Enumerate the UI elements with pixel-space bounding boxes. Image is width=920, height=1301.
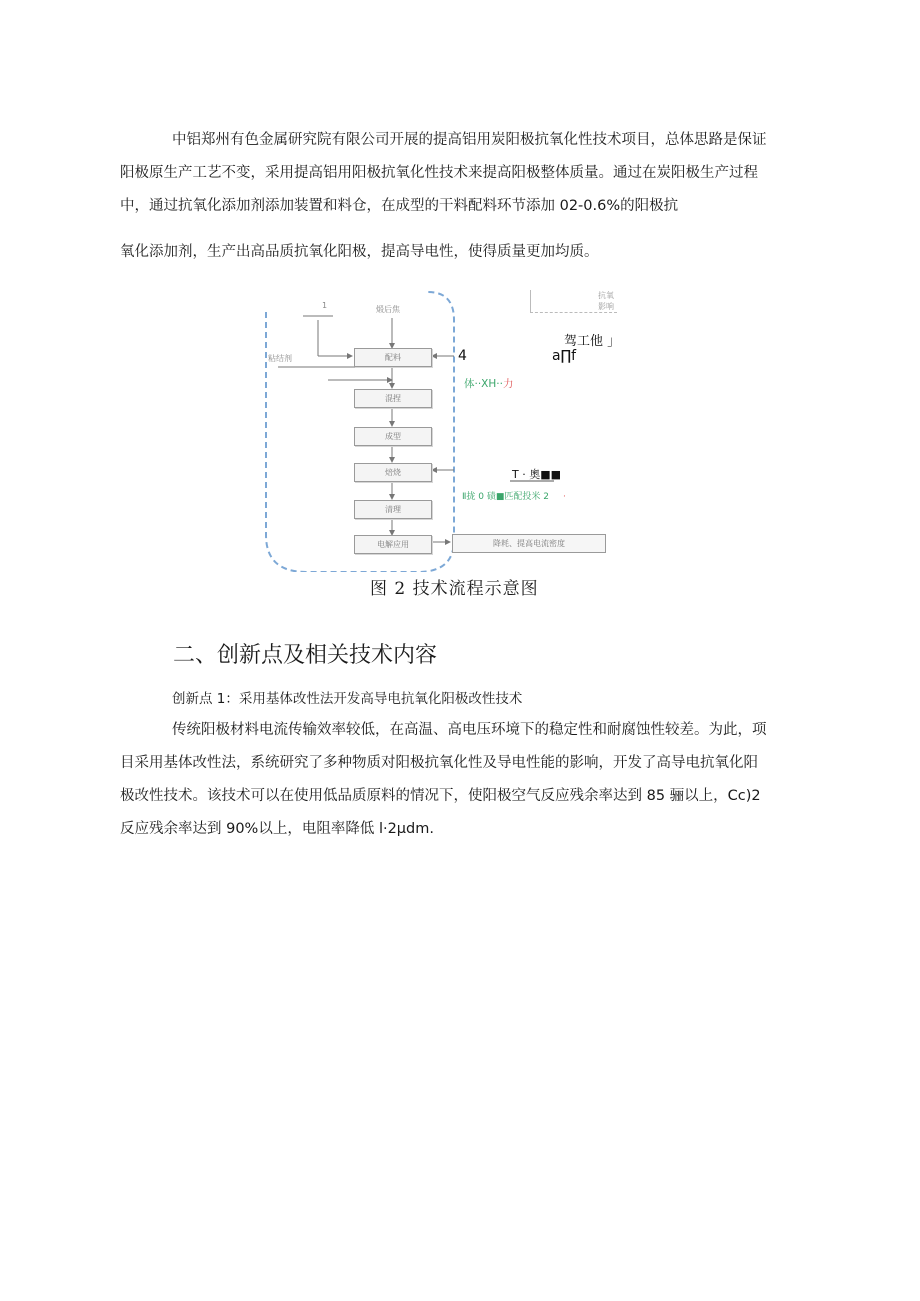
paragraph-line: 中，通过抗氧化添加剂添加装置和料仓，在成型的干料配料环节添加 02-0.6%的阳极抗 bbox=[120, 198, 679, 214]
paragraph-line: 阳极原生产工艺不变，采用提高铝用阳极抗氧化性技术来提高阳极整体质量。通过在炭阳极生产过程 bbox=[120, 165, 758, 181]
paragraph-line: 极改性技术。该技术可以在使用低品质原料的情况下，使阳极空气反应残余率达到 85 骊以上，Cc)2 bbox=[120, 788, 761, 804]
step-cleaning: 清理 bbox=[354, 500, 432, 519]
paragraph-intro bbox=[120, 124, 810, 269]
process-flow-diagram bbox=[258, 290, 658, 572]
step-forming: 成型 bbox=[354, 427, 432, 446]
ocr-number: 4 bbox=[458, 348, 467, 364]
ocr-side-note bbox=[464, 376, 513, 391]
ocr-side-note-2 bbox=[462, 489, 566, 502]
step-batching: 配料 bbox=[354, 348, 432, 367]
ocr-text-t: T · 奧■■ bbox=[512, 468, 561, 481]
ocr-text-jia: 驾工他 」 bbox=[564, 334, 621, 349]
ocr-green-text: 体··XH·· bbox=[464, 378, 503, 390]
paragraph-line: 反应残余率达到 90%以上，电阻率降低 l·2μdm. bbox=[120, 821, 434, 837]
step-electrolysis: 电解应用 bbox=[354, 535, 432, 554]
ocr-red-text: 力 bbox=[502, 378, 514, 390]
label-raw-material: 煅后焦 bbox=[376, 305, 400, 314]
paragraph-line: 氧化添加剂，生产出高品质抗氧化阳极，提高导电性，使得质量更加均质。 bbox=[120, 244, 599, 260]
ocr-green-text: Ⅱ拢 0 碛■匹配投米 2 bbox=[462, 492, 549, 502]
side-result-box: 降耗、提高电流密度 bbox=[452, 534, 606, 553]
ocr-red-text: · bbox=[562, 492, 566, 502]
corner-note-line: 影响 bbox=[598, 302, 614, 311]
paragraph-line: 目采用基体改性法，系统研究了多种物质对阳极抗氧化性及导电性能的影响，开发了高导电抗氧化阳 bbox=[120, 755, 758, 771]
figure-caption: 图 2 技术流程示意图 bbox=[370, 579, 539, 599]
paragraph-line: 中铝郑州有色金属研究院有限公司开展的提高铝用炭阳极抗氧化性技术项目，总体思路是保证 bbox=[172, 132, 767, 148]
corner-note bbox=[530, 290, 617, 313]
section-heading: 二、创新点及相关技术内容 bbox=[173, 643, 438, 668]
label-top-left: 1 bbox=[322, 301, 328, 310]
label-binder: 粘结剂 bbox=[268, 354, 292, 363]
paragraph-innovation bbox=[120, 714, 810, 846]
ocr-text-af: a∏f bbox=[552, 348, 577, 364]
innovation-title: 创新点 1：采用基体改性法开发高导电抗氧化阳极改性技术 bbox=[172, 691, 523, 707]
step-baking: 焙烧 bbox=[354, 463, 432, 482]
step-kneading: 混捏 bbox=[354, 389, 432, 408]
paragraph-line: 传统阳极材料电流传输效率较低，在高温、高电压环境下的稳定性和耐腐蚀性较差。为此，项 bbox=[172, 722, 767, 738]
corner-note-line: 抗氧 bbox=[598, 291, 614, 300]
